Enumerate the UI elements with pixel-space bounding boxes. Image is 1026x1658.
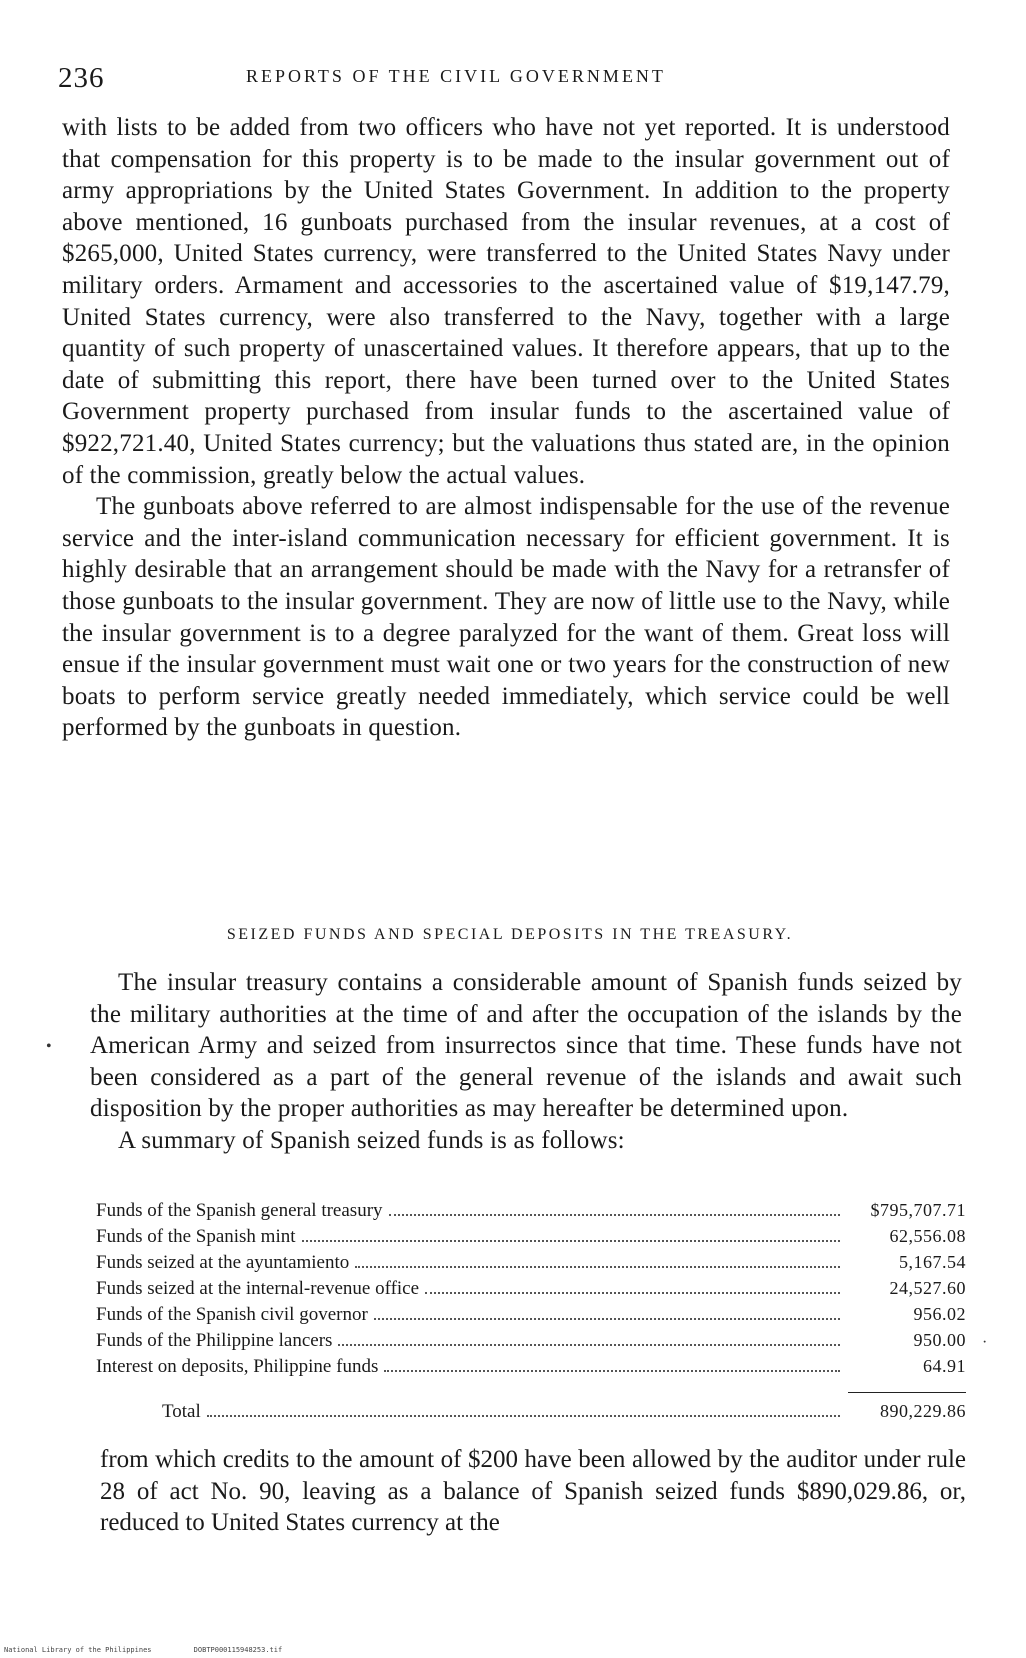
sum-rule — [848, 1392, 966, 1393]
section-heading: SEIZED FUNDS AND SPECIAL DEPOSITS IN THE TREASURY. — [226, 926, 794, 943]
margin-mark: • — [46, 1038, 52, 1055]
row-amount: 64.91 — [923, 1356, 966, 1376]
dot-leader — [374, 1317, 840, 1320]
footer-library: National Library of the Philippines — [4, 1646, 152, 1654]
paragraph-continued: with lists to be added from two officers who have not yet reported. It is understood that compensation for this property is to be made to the insular government out of army appropriations by the United States Government. In addition to the property above mentioned, 16 gunboats purchased from the insular revenues, at a cost of $265,000, United States currency, were transferred to the United States Navy under military orders. Armament and accessories to the ascertained value of $19,147.79, United States currency, were also transferred to the Navy, together with a large quantity of such property of unascertained values. It therefore appears, that up to the date of submitting this report, there have been turned over to the United States Government property purchased from insular funds to the ascertained value of $922,721.40, United States currency; but the valuations thus stated are, in the opinion of the commission, greatly below the actual values. — [62, 114, 950, 489]
dot-leader — [338, 1343, 840, 1346]
footer-file: DOBTP000115948253.tif — [193, 1646, 283, 1654]
row-label: Interest on deposits, Philippine funds — [96, 1356, 379, 1377]
row-label: Funds seized at the ayuntamiento — [96, 1252, 350, 1273]
row-amount: $795,707.71 — [870, 1200, 966, 1220]
table-row — [96, 1304, 966, 1330]
running-head — [58, 58, 768, 98]
running-title: REPORTS OF THE CIVIL GOVERNMENT — [246, 66, 666, 86]
table-row — [96, 1356, 966, 1382]
total-row — [96, 1401, 966, 1427]
row-amount: 956.02 — [913, 1304, 966, 1324]
table-row — [96, 1200, 966, 1226]
body-text — [62, 112, 950, 744]
dot-leader — [302, 1239, 840, 1242]
paragraph-summary-intro: A summary of Spanish seized funds is as follows: — [118, 1126, 625, 1154]
row-label: Funds seized at the internal-revenue office — [96, 1278, 420, 1299]
dot-leader — [389, 1213, 840, 1216]
total-label: Total — [162, 1401, 201, 1422]
dot-leader — [384, 1369, 840, 1372]
dot-leader — [425, 1291, 840, 1294]
paragraph-closing: from which credits to the amount of $200 have been allowed by the auditor under rule 28 of act No. 90, leaving as a balance of Spanish seized funds $890,029.86, or, reduced to United States currency at the — [100, 1446, 966, 1537]
row-amount: 950.00 — [913, 1330, 966, 1350]
table-row — [96, 1278, 966, 1304]
row-label: Funds of the Spanish mint — [96, 1226, 296, 1247]
section-text — [90, 967, 962, 1157]
margin-mark: · — [982, 1334, 988, 1351]
page-number: 236 — [58, 62, 105, 94]
paragraph-gunboats: The gunboats above referred to are almost indispensable for the use of the revenue service and the inter-island communication necessary for efficient government. It is highly desirable that an arrangement should be made with the Navy for a retransfer of those gunboats to the insular government. They are now of little use to the Navy, while the insular government is to a degree paralyzed for the want of them. Great loss will ensue if the insular government must wait one or two years for the construction of new boats to perform service greatly needed immediately, which service could be well performed by the gunboats in question. — [62, 493, 950, 742]
row-label: Funds of the Philippine lancers — [96, 1330, 333, 1351]
seized-funds-table — [96, 1200, 966, 1427]
row-amount: 62,556.08 — [889, 1226, 966, 1246]
scan-footer — [4, 1646, 282, 1654]
dot-leader — [207, 1414, 840, 1417]
dot-leader — [355, 1265, 840, 1268]
paragraph-treasury: The insular treasury contains a considerable amount of Spanish funds seized by the military authorities at the time of and after the occupation of the islands by the American Army and seized from insurrectos since that time. These funds have not been considered as a part of the general revenue of the islands and await such disposition by the proper authorities as may hereafter be determined upon. — [90, 969, 962, 1123]
closing-text — [100, 1444, 966, 1539]
row-label: Funds of the Spanish general treasury — [96, 1200, 383, 1221]
total-amount: 890,229.86 — [880, 1401, 966, 1421]
table-row — [96, 1226, 966, 1252]
table-row — [96, 1252, 966, 1278]
row-amount: 5,167.54 — [899, 1252, 966, 1272]
table-row — [96, 1330, 966, 1356]
row-amount: 24,527.60 — [889, 1278, 966, 1298]
row-label: Funds of the Spanish civil governor — [96, 1304, 368, 1325]
